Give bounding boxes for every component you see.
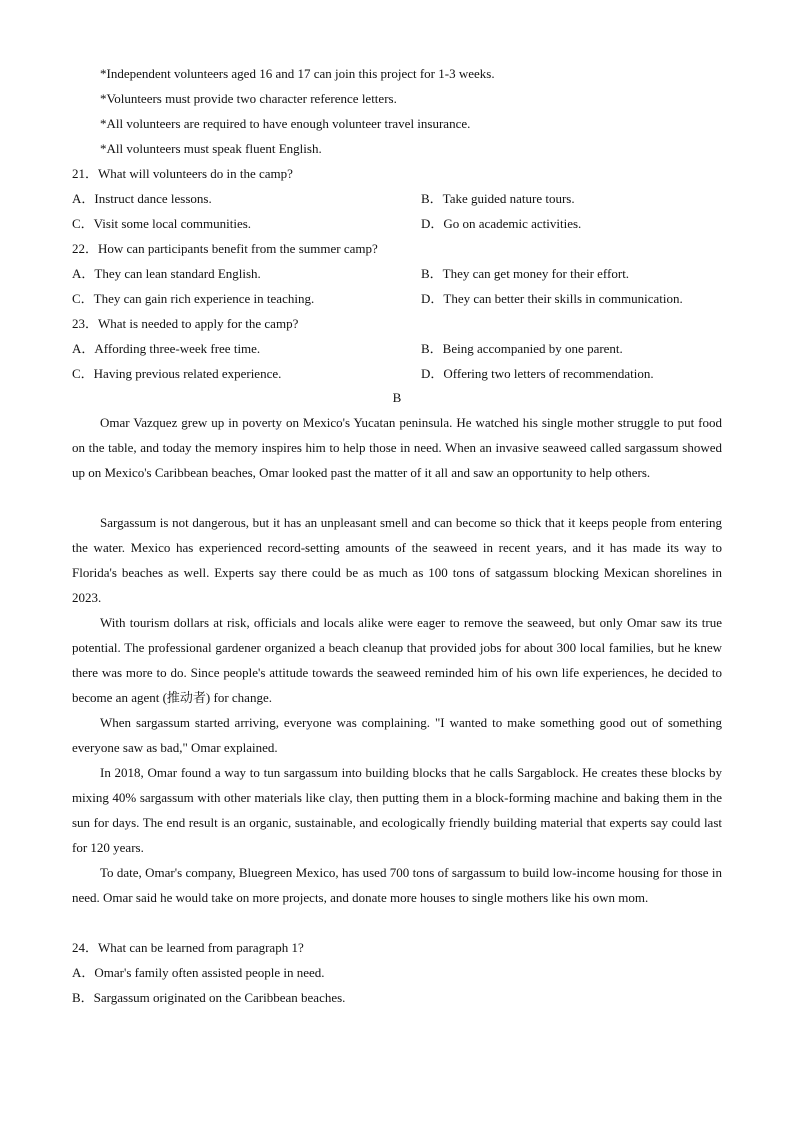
q22-option-b: B．They can get money for their effort. [421, 266, 630, 281]
q22-option-a: A．They can lean standard English. [72, 266, 261, 281]
q23-option-c: C．Having previous related experience. [72, 366, 282, 381]
question-23: 23．What is needed to apply for the camp? [72, 316, 299, 331]
q21-option-a: A．Instruct dance lessons. [72, 191, 212, 206]
requirement-4: *All volunteers must speak fluent English. [100, 141, 322, 156]
section-heading: B [392, 390, 402, 405]
q23-option-a: A．Affording three-week free time. [72, 341, 261, 356]
q22-option-c: C．They can gain rich experience in teaching. [72, 291, 315, 306]
requirement-1: *Independent volunteers aged 16 and 17 can join this project for 1-3 weeks. [100, 66, 495, 81]
q23-option-d: D．Offering two letters of recommendation. [421, 366, 654, 381]
question-24: 24．What can be learned from paragraph 1? [72, 940, 304, 955]
passage-paragraph-2: Sargassum is not dangerous, but it has an unpleasant smell and can become so thick that it keeps people from entering the water. Mexico has experienced record-setting amounts of the seaweed in recent years, and it has made its way to Florida's beaches as well. Experts say there could be as much as 100 tons of satgassum blocking Mexican shorelines in 2023. [72, 515, 722, 605]
q21-option-b: B．Take guided nature tours. [421, 191, 575, 206]
question-22: 22．How can participants benefit from the summer camp? [72, 241, 378, 256]
passage-paragraph-3: With tourism dollars at risk, officials and locals alike were eager to remove the seaweed, but only Omar saw its true potential. The professional gardener organized a beach cleanup that provided jobs for about 300 local families, but he knew there was more to do. Since people's attitude towards the seaweed reminded him of his own life experiences, he decided to become an agent (推动者) for change. [72, 615, 722, 705]
passage-paragraph-1: Omar Vazquez grew up in poverty on Mexico's Yucatan peninsula. He watched his single mother struggle to put food on the table, and today the memory inspires him to help those in need. When an invasive seaweed called sargassum showed up on Mexico's Caribbean beaches, Omar looked past the matter of it all and saw an opportunity to help others. [72, 415, 722, 480]
q21-option-c: C．Visit some local communities. [72, 216, 252, 231]
q24-option-a: A．Omar's family often assisted people in need. [72, 965, 325, 980]
q23-option-b: B．Being accompanied by one parent. [421, 341, 623, 356]
q22-option-d: D．They can better their skills in communication. [421, 291, 683, 306]
requirement-3: *All volunteers are required to have enough volunteer travel insurance. [100, 116, 471, 131]
q21-option-d: D．Go on academic activities. [421, 216, 582, 231]
passage-paragraph-5: In 2018, Omar found a way to tun sargassum into building blocks that he calls Sargablock. He creates these blocks by mixing 40% sargassum with other materials like clay, then putting them in a block-forming machine and baking them in the sun for days. The end result is an organic, sustainable, and ecologically friendly building material that experts say could last for 120 years. [72, 765, 722, 855]
question-21: 21．What will volunteers do in the camp? [72, 166, 293, 181]
q24-option-b: B．Sargassum originated on the Caribbean beaches. [72, 990, 346, 1005]
requirement-2: *Volunteers must provide two character reference letters. [100, 91, 397, 106]
passage-paragraph-6: To date, Omar's company, Bluegreen Mexico, has used 700 tons of sargassum to build low-income housing for those in need. Omar said he would take on more projects, and donate more houses to single mothers like his own mom. [72, 865, 722, 905]
passage-paragraph-4: When sargassum started arriving, everyone was complaining. "I wanted to make something good out of something everyone saw as bad," Omar explained. [72, 715, 722, 755]
